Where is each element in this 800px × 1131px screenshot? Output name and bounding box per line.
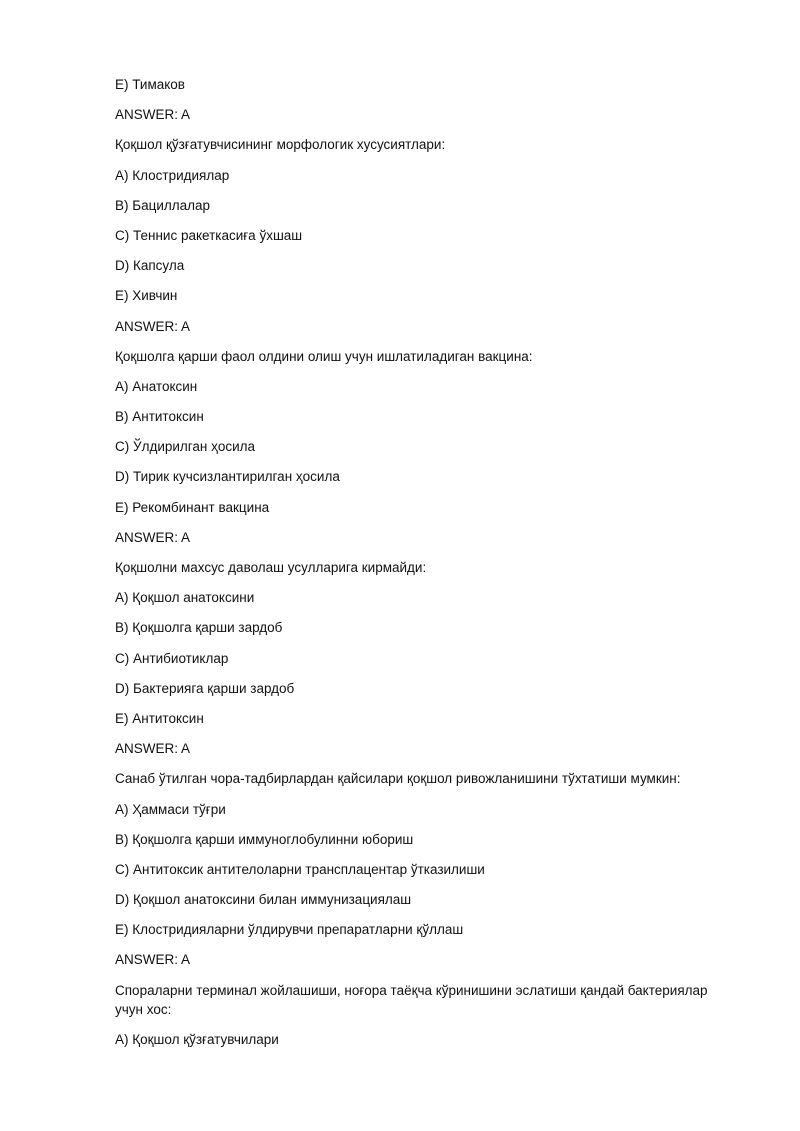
option-c: C) Теннис ракеткасиға ўхшаш — [115, 227, 303, 243]
question-text: Қоқшол қўзғатувчисининг морфологик хусусиятлари: — [115, 137, 446, 153]
answer-line: ANSWER: A — [115, 529, 191, 545]
option-c: C) Антибиотиклар — [115, 650, 229, 666]
answer-line: ANSWER: A — [115, 318, 191, 334]
option-c: C) Ўлдирилган ҳосила — [115, 439, 256, 455]
question-text: Санаб ўтилган чора-тадбирлардан қайсилари қоқшол ривожланишини тўхтатиши мумкин: — [115, 771, 681, 787]
question-text: Спораларни терминал жойлашиши, ноғора таёқча кўринишини эслатиши қандай бактериялар учун хос: — [115, 982, 708, 1017]
option-a: A) Ҳаммаси тўғри — [115, 801, 226, 817]
option-e: E) Хивчин — [115, 288, 178, 304]
answer-line: ANSWER: A — [115, 952, 191, 968]
document-content — [115, 75, 715, 1060]
option-e: E) Антитоксин — [115, 710, 204, 726]
answer-line: ANSWER: A — [115, 107, 191, 123]
option-b: B) Қоқшолга қарши иммуноглобулинни юбориш — [115, 831, 414, 847]
option-b: B) Бациллалар — [115, 197, 211, 213]
option-a: A) Анатоксин — [115, 378, 198, 394]
option-e: E) Клостридияларни ўлдирувчи препаратларни қўллаш — [115, 922, 464, 938]
option-d: D) Тирик кучсизлантирилган ҳосила — [115, 469, 340, 485]
option-e: E) Тимаков — [115, 77, 185, 92]
option-a: A) Клостридиялар — [115, 167, 230, 183]
answer-line: ANSWER: A — [115, 741, 191, 757]
option-a: A) Қоқшол анатоксини — [115, 590, 255, 606]
option-c: C) Антитоксик антителоларни трансплацентар ўтказилиши — [115, 861, 485, 877]
option-d: D) Бактерияга қарши зардоб — [115, 680, 295, 696]
question-text: Қоқшолга қарши фаол олдини олиш учун ишлатиладиган вакцина: — [115, 348, 533, 364]
option-d: D) Қоқшол анатоксини билан иммунизациялаш — [115, 892, 412, 908]
option-e: E) Рекомбинант вакцина — [115, 499, 270, 515]
question-text: Қоқшолни махсус даволаш усулларига кирмайди: — [115, 560, 427, 575]
option-d: D) Капсула — [115, 258, 185, 274]
option-b: B) Қоқшолга қарши зардоб — [115, 620, 283, 636]
option-b: B) Антитоксин — [115, 409, 204, 425]
option-a: A) Қоқшол қўзғатувчилари — [115, 1031, 279, 1047]
